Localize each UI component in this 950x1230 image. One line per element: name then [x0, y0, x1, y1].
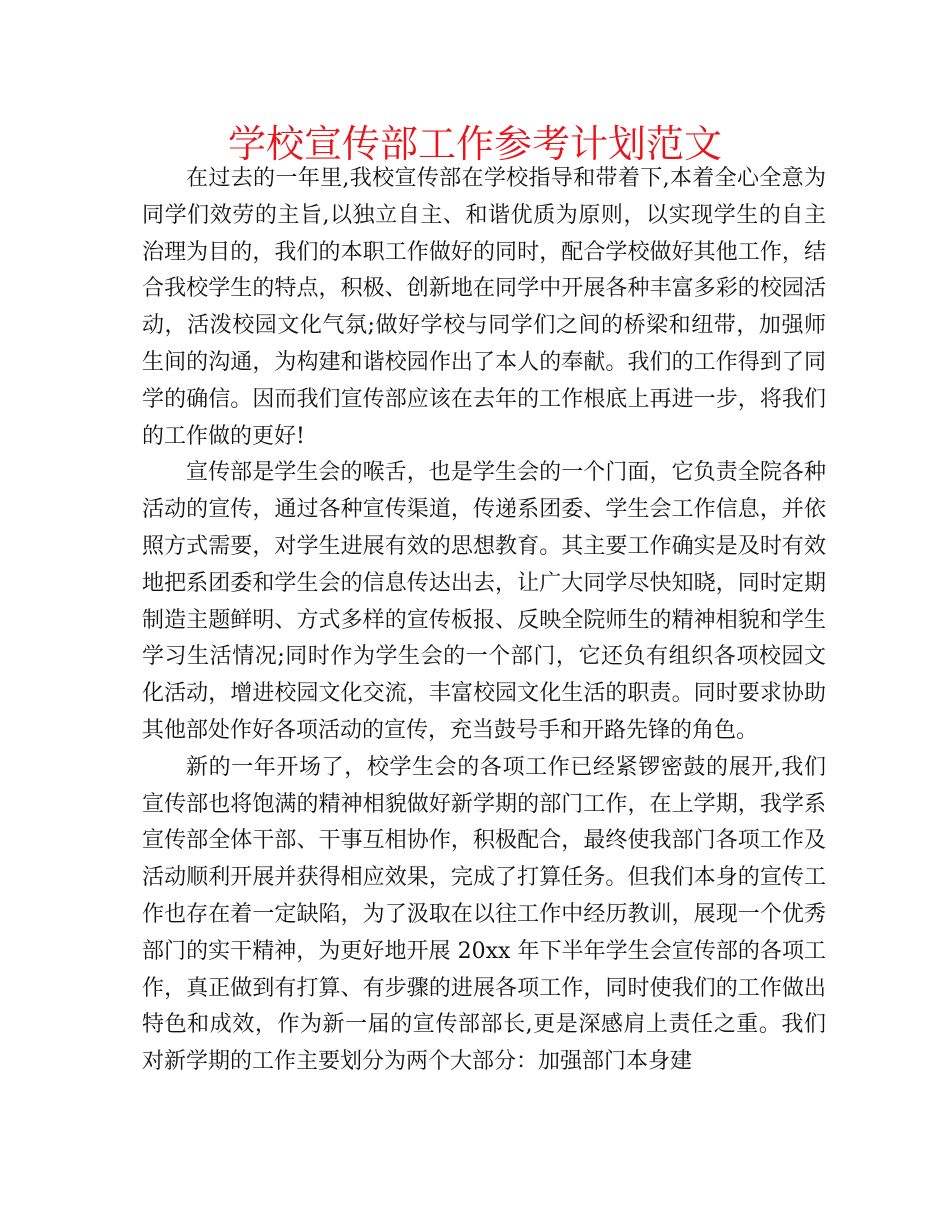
paragraph-3: 新的一年开场了，校学生会的各项工作已经紧锣密鼓的展开,我们宣传部也将饱满的精神相貌做好新学期的部门工作，在上学期，我学系宣传部全体干部、干事互相协作，积极配合，最终使我部门各项工作及活动顺利开展并获得相应效果，完成了打算任务。但我们本身的宣传工作也存在着一定缺陷，为了汲取在以往工作中经历教训，展现一个优秀部门的实干精神，为更好地开展 20xx 年下半年学生会宣传部的各项工作，真正做到有打算、有步骤的进展各项工作，同时使我们的工作做出特色和成效，作为新一届的宣传部部长,更是深感肩上责任之重。我们对新学期的工作主要划分为两个大部分：加强部门本身建 — [142, 754, 826, 1075]
paragraph-1: 在过去的一年里,我校宣传部在学校指导和带着下,本着全心全意为同学们效劳的主旨,以独立自主、和谐优质为原则，以实现学生的自主治理为目的，我们的本职工作做好的同时，配合学校做好其他工作，结合我校学生的特点，积极、创新地在同学中开展各种丰富多彩的校园活动，活泼校园文化气氛;做好学校与同学们之间的桥梁和纽带，加强师生间的沟通，为构建和谐校园作出了本人的奉献。我们的工作得到了同学的确信。因而我们宣传部应该在去年的工作根底上再进一步，将我们的工作做的更好! — [142, 166, 826, 449]
paragraph-2: 宣传部是学生会的喉舌，也是学生会的一个门面，它负责全院各种活动的宣传，通过各种宣传渠道，传递系团委、学生会工作信息，并依照方式需要，对学生进展有效的思想教育。其主要工作确实是及时有效地把系团委和学生会的信息传达出去，让广大同学尽快知晓，同时定期制造主题鲜明、方式多样的宣传板报、反映全院师生的精神相貌和学生学习生活情况;同时作为学生会的一个部门，它还负有组织各项校园文化活动，增进校园文化交流，丰富校园文化生活的职责。同时要求协助其他部处作好各项活动的宣传，充当鼓号手和开路先锋的角色。 — [142, 460, 826, 743]
document-title: 学校宣传部工作参考计划范文 — [227, 122, 722, 166]
document-body — [142, 161, 826, 1081]
